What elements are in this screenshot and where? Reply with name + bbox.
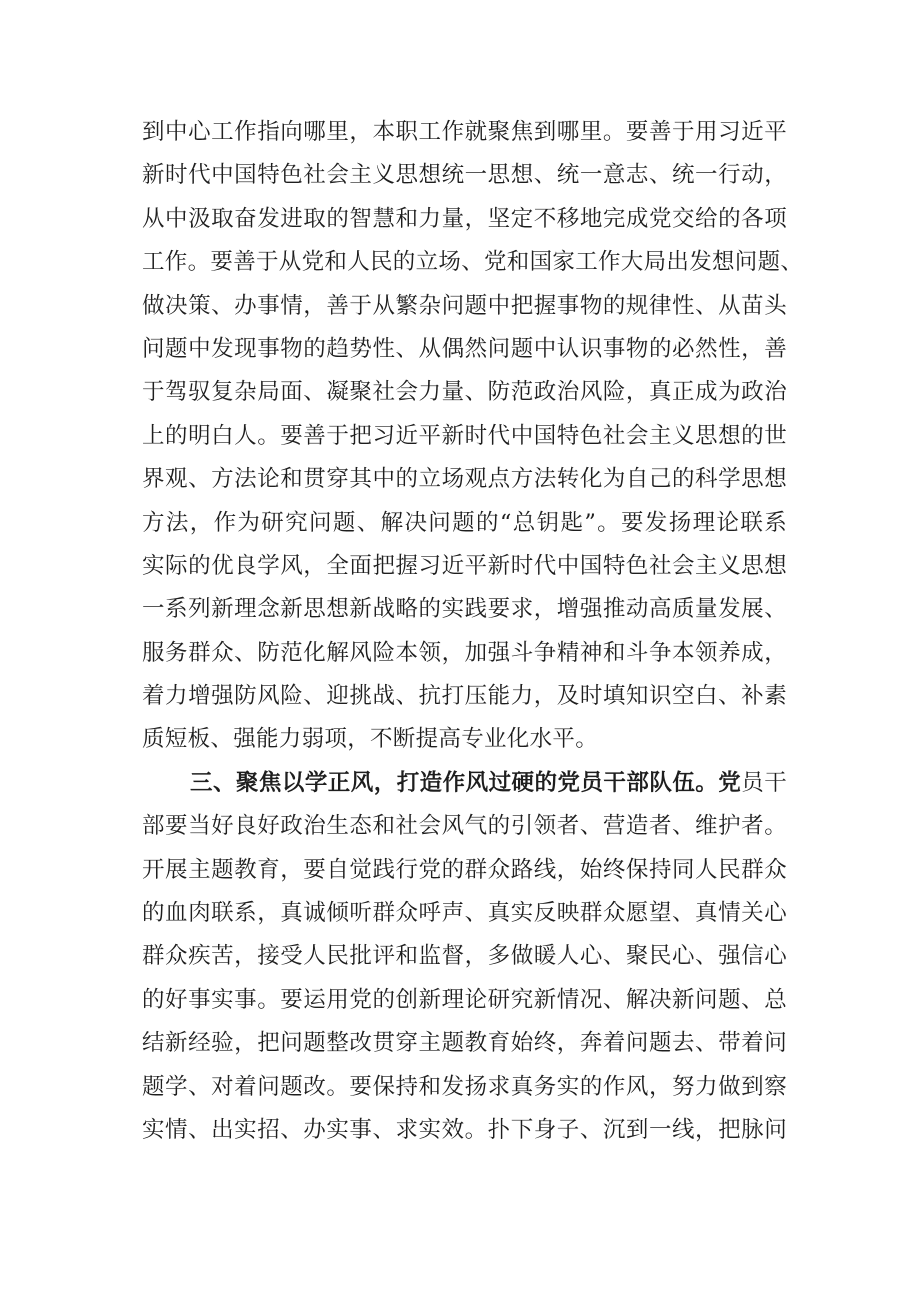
text-line: 部要当好良好政治生态和社会风气的引领者、营造者、维护者。	[142, 813, 787, 840]
text-line: 质短板、强能力弱项，不断提高专业化水平。	[142, 726, 599, 753]
text-line: 着力增强防风险、迎挑战、抗打压能力，及时填知识空白、补素	[142, 683, 787, 710]
text-line: 开展主题教育，要自觉践行党的群众路线，始终保持同人民群众	[142, 856, 787, 883]
text-line: 题学、对着问题改。要保持和发扬求真务实的作风，努力做到察	[142, 1073, 787, 1100]
text-line: 做决策、办事情，善于从繁杂问题中把握事物的规律性、从苗头	[142, 292, 787, 319]
text-line: 群众疾苦，接受人民批评和监督，多做暖人心、聚民心、强信心	[142, 943, 787, 970]
text-line: 实情、出实招、办实事、求实效。扑下身子、沉到一线，把脉问	[142, 1116, 787, 1143]
text-line: 上的明白人。要善于把习近平新时代中国特色社会主义思想的世	[142, 422, 787, 449]
text-line: 实际的优良学风，全面把握习近平新时代中国特色社会主义思想	[142, 552, 787, 579]
text-line: 于驾驭复杂局面、凝聚社会力量、防范政治风险，真正成为政治	[142, 379, 787, 406]
text-line: 的好事实事。要运用党的创新理论研究新情况、解决新问题、总	[142, 986, 787, 1013]
text-line: 从中汲取奋发进取的智慧和力量，坚定不移地完成党交给的各项	[142, 205, 787, 232]
text-line: 问题中发现事物的趋势性、从偶然问题中认识事物的必然性，善	[142, 335, 787, 362]
text-line: 新时代中国特色社会主义思想统一思想、统一意志、统一行动，	[142, 162, 787, 189]
text-line: 服务群众、防范化解风险本领，加强斗争精神和斗争本领养成，	[142, 639, 787, 666]
body-text	[142, 111, 804, 1152]
section-heading: 三、聚焦以学正风，打造作风过硬的党员干部队伍。党	[190, 769, 742, 796]
section-heading-line	[142, 762, 787, 805]
text-line: 界观、方法论和贯穿其中的立场观点方法转化为自己的科学思想	[142, 466, 787, 493]
text-line: 的血肉联系，真诚倾听群众呼声、真实反映群众愿望、真情关心	[142, 900, 787, 927]
text-line: 方法，作为研究问题、解决问题的“总钥匙”。要发扬理论联系	[142, 509, 787, 536]
text-line: 结新经验，把问题整改贯穿主题教育始终，奔着问题去、带着问	[142, 1030, 787, 1057]
text-line: 到中心工作指向哪里，本职工作就聚焦到哪里。要善于用习近平	[142, 119, 787, 145]
heading-continuation: 员干	[741, 769, 788, 796]
text-line: 一系列新理念新思想新战略的实践要求，增强推动高质量发展、	[142, 596, 787, 623]
text-line: 工作。要善于从党和人民的立场、党和国家工作大局出发想问题、	[142, 249, 804, 276]
